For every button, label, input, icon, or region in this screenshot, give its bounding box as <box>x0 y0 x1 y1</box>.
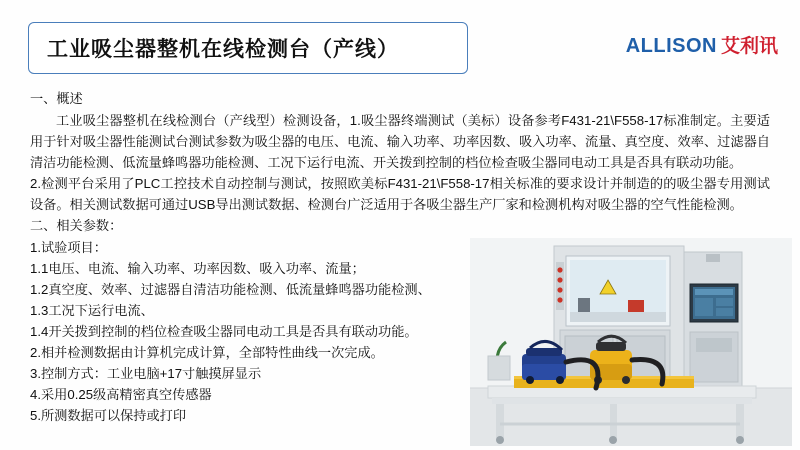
equipment-photo <box>470 238 792 446</box>
equipment-photo-graphic <box>470 238 792 446</box>
params-item-6: 3.控制方式：工业电脑+17寸触摸屏显示 <box>30 366 262 381</box>
params-heading: 二、相关参数： <box>30 218 123 233</box>
params-item-7: 4.采用0.25级高精密真空传感器 <box>30 387 212 402</box>
params-item-2: 1.2真空度、效率、过滤器自清洁功能检测、低流量蜂鸣器功能检测、 <box>30 282 431 297</box>
page-title-box <box>28 22 468 74</box>
params-item-5: 2.相并检测数据由计算机完成计算，全部特性曲线一次完成。 <box>30 345 384 360</box>
logo-chinese-text: 艾利讯 <box>720 36 778 57</box>
params-item-4: 1.4开关拨到控制的档位检查吸尘器同电动工具是否具有联动功能。 <box>30 324 418 339</box>
overview-paragraph-2: 2.检测平台采用了PLC工控技术自动控制与测试，按照欧美标F431-21\F558-17相关标准的要求设计并制造的的吸尘器专用测试设备。相关测试数据可通过USB导出测试数据、检测台广泛适用于各吸尘器生产厂家和检测机构对吸尘器的空气性能检测。 <box>30 176 770 212</box>
params-item-3: 1.3工况下运行电流、 <box>30 303 154 318</box>
page-title: 工业吸尘器整机在线检测台（产线） <box>47 38 399 61</box>
params-item-1: 1.1电压、电流、输入功率、功率因数、吸入功率、流量； <box>30 261 365 276</box>
overview-paragraph-1: 工业吸尘器整机在线检测台（产线型）检测设备，1.吸尘器终端测试（美标）设备参考F431-21\F558-17标准制定。主要适用于针对吸尘器性能测试台测试参数为吸尘器的电压、电流、输入功率、功率因数、吸入功率、流量、真空度、效率、过滤器自清洁功能检测、低流量蜂鸣器功能检测、工况下运行电流、开关拨到控制的档位检查吸尘器同电动工具是否具有联动功能。 <box>30 113 770 170</box>
params-item-8: 5.所测数据可以保持或打印 <box>30 408 187 423</box>
params-item-0: 1.试验项目： <box>30 240 107 255</box>
overview-heading: 一、概述 <box>30 91 83 106</box>
logo-latin-text: ALLISON <box>625 35 717 57</box>
company-logo <box>626 36 778 56</box>
